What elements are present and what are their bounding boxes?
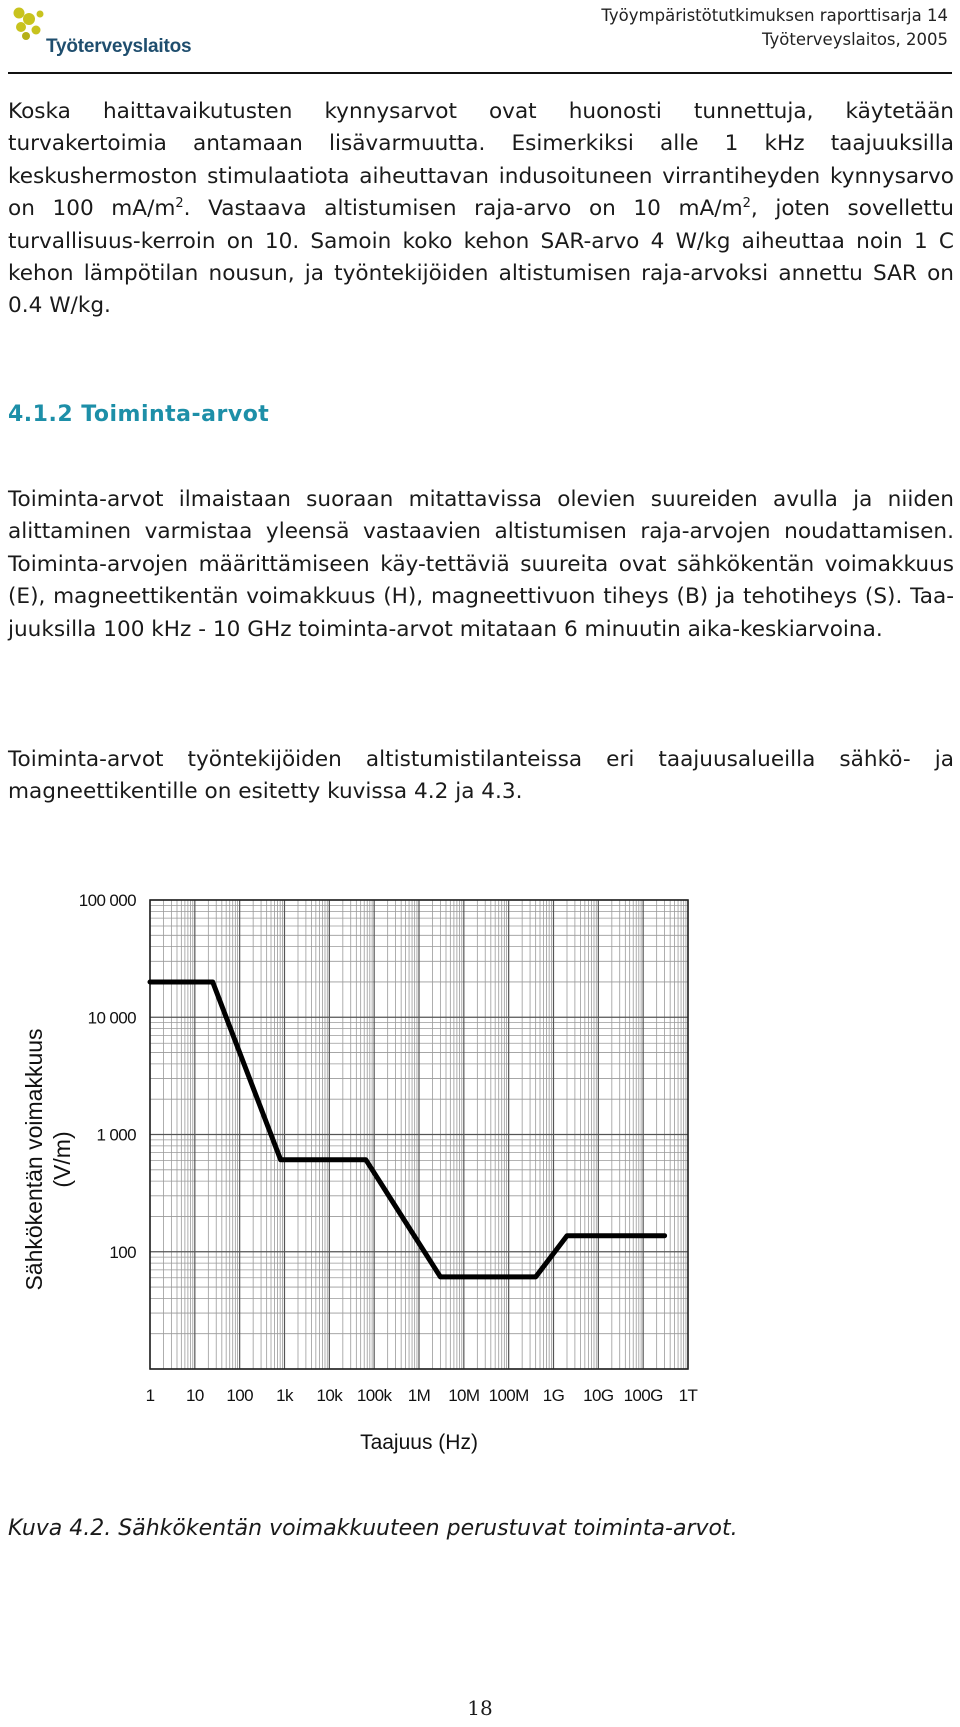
superscript: 2 <box>175 196 184 212</box>
figure-caption: Kuva 4.2. Sähkökentän voimakkuuteen perustuvat toiminta-arvot. <box>8 1516 738 1541</box>
section-heading: 4.1.2 Toiminta-arvot <box>8 402 270 427</box>
y-tick-label: 100 <box>109 1242 136 1262</box>
publisher: Työterveyslaitos, 2005 <box>762 30 948 49</box>
x-tick-label: 100k <box>356 1386 392 1405</box>
x-tick-label: 100 <box>226 1386 253 1405</box>
x-tick-label: 10G <box>583 1386 614 1405</box>
logo-text: Työterveyslaitos <box>46 36 192 57</box>
x-tick-label: 1M <box>407 1386 431 1405</box>
x-tick-label: 100M <box>488 1386 529 1405</box>
x-axis-label: Taajuus (Hz) <box>360 1431 478 1454</box>
y-axis-label: Sähkökentän voimakkuus <box>21 1028 47 1291</box>
x-tick-label: 1T <box>678 1386 698 1405</box>
text-segment: Koska haittavaikutusten kynnysarvot ovat huonosti tunnettuja, käytetään turvakertoimia antamaan lisävarmuutta. Esimerkiksi alle 1 kHz taajuuksilla keskushermoston stimulaatiota aiheuttavan indusoituneen virrantiheyden kynnysarvo on 100 mA/m <box>8 99 954 222</box>
paragraph-reference: Toiminta-arvot työntekijöiden altistumistilanteissa eri taajuusalueilla sähkö- ja magneettikentille on esitetty kuvissa 4.2 ja 4.3. <box>8 747 954 805</box>
paragraph-intro <box>8 96 954 323</box>
text-segment: . Vastaava altistumisen raja-arvo on 10 mA/m <box>183 196 743 222</box>
superscript: 2 <box>742 196 751 212</box>
x-tick-label: 100G <box>623 1386 663 1405</box>
y-axis-unit-label: (V/m) <box>49 1131 75 1188</box>
y-tick-label: 10 000 <box>87 1008 136 1028</box>
x-tick-label: 1k <box>276 1386 293 1405</box>
report-series: Työympäristötutkimuksen raporttisarja 14 <box>601 6 948 25</box>
x-tick-label: 10M <box>448 1386 480 1405</box>
page-header <box>0 0 960 76</box>
header-divider <box>8 72 952 74</box>
x-tick-label: 10 <box>185 1386 204 1405</box>
x-tick-label: 10k <box>316 1386 343 1405</box>
x-tick-label: 1G <box>542 1386 565 1405</box>
x-tick-label: 1 <box>145 1386 155 1405</box>
text-segment: , joten sovellettu turvallisuus-kerroin on 10. Samoin koko kehon SAR-arvo 4 W/kg aiheuttaa noin 1 C kehon lämpötilan nousun, ja työntekijöiden altistumisen raja-arvoksi annettu SAR on 0.4 W/kg. <box>8 196 954 319</box>
paragraph-action-values: Toiminta-arvot ilmaistaan suoraan mitattavissa olevien suureiden avulla ja niiden alittaminen varmistaa yleensä vastaavien altistumisen raja-arvojen noudattamisen. Toiminta-arvojen määrittämiseen käy-tettäviä suureita ovat sähkökentän voimakkuus (E), magneettikentän voimakkuus (H), magneettivuon tiheys (B) ja tehotiheys (S). Taa-juuksilla 100 kHz - 10 GHz toiminta-arvot mitataan 6 minuutin aika-keskiarvoina. <box>8 487 954 642</box>
logo <box>12 6 212 66</box>
page-number: 18 <box>467 1696 493 1720</box>
y-tick-label: 100 000 <box>78 891 136 910</box>
action-value-line <box>150 982 665 1277</box>
electric-field-chart <box>0 870 960 1480</box>
y-tick-label: 1 000 <box>96 1125 136 1145</box>
header-info <box>601 4 948 52</box>
